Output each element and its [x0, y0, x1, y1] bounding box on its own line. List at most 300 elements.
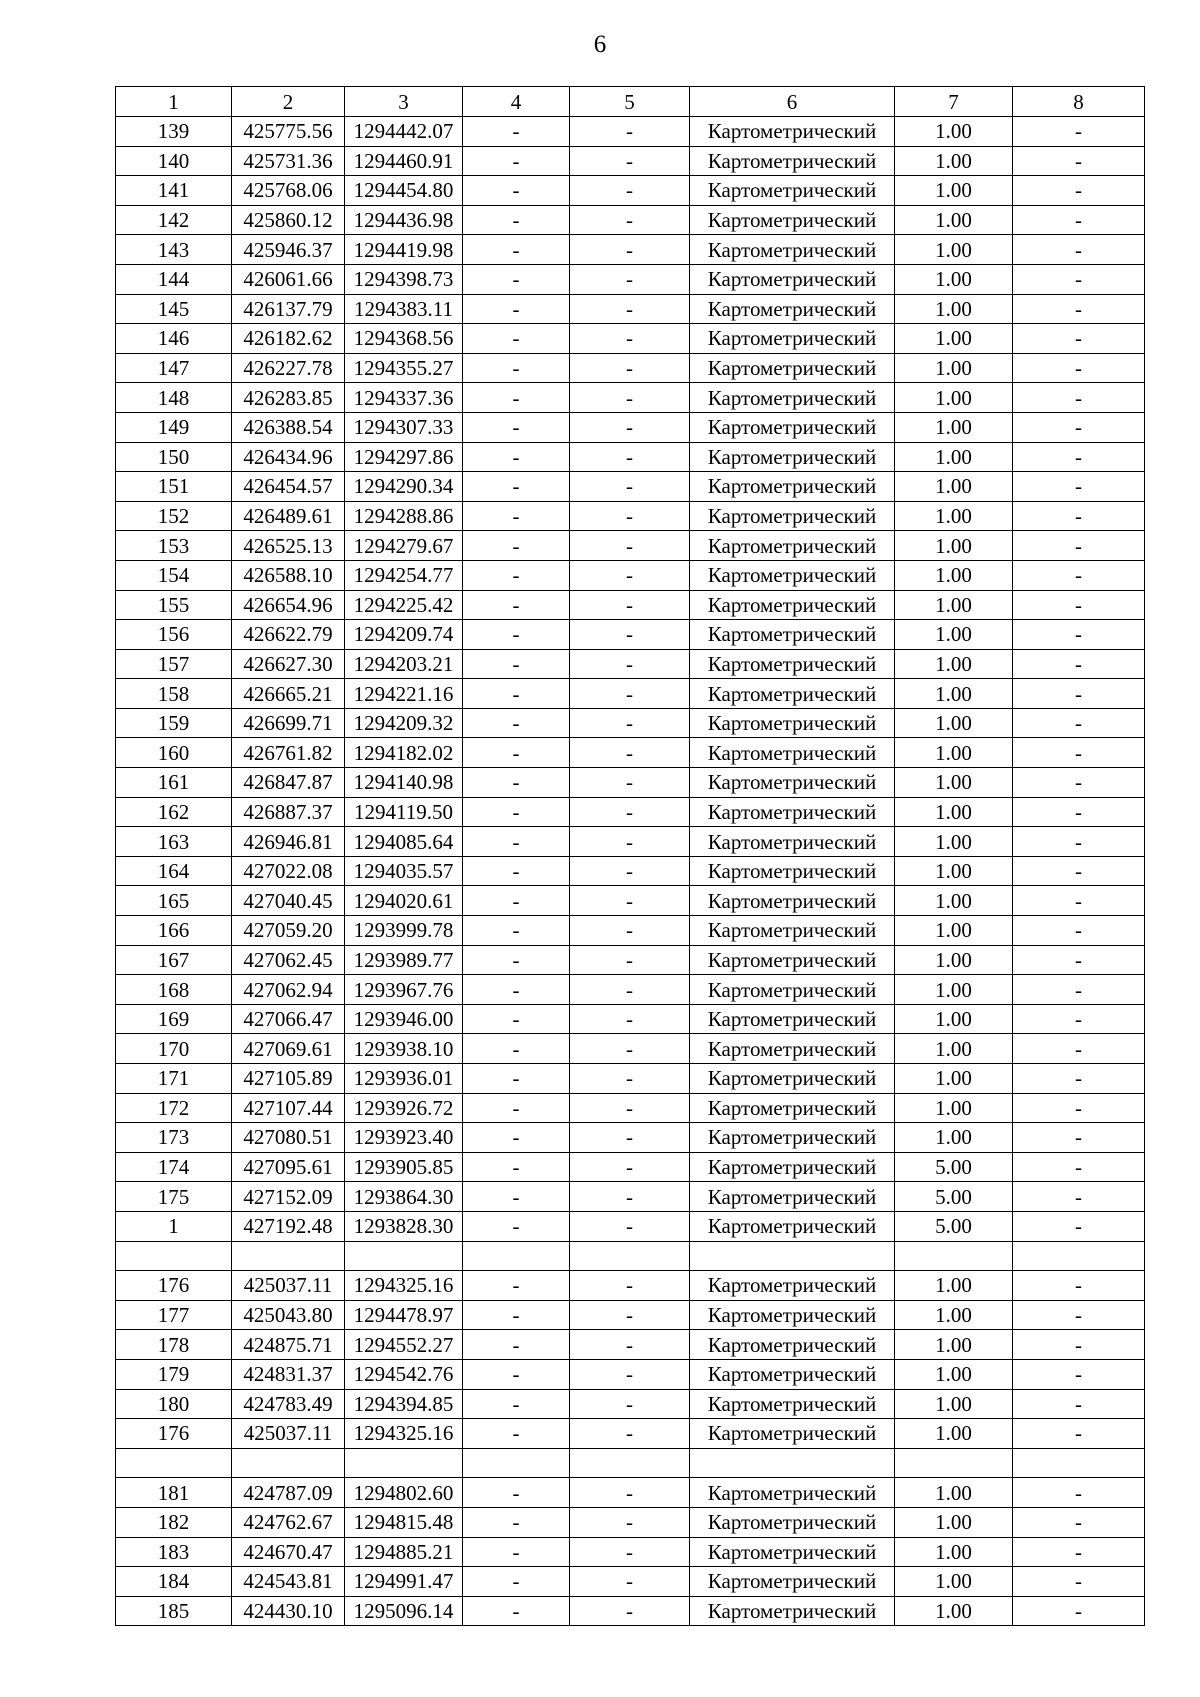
- x-coordinate-cell: 424787.09: [232, 1478, 345, 1508]
- col8-cell: -: [1013, 1034, 1145, 1064]
- col4-cell: -: [463, 1211, 570, 1241]
- col4-cell: -: [463, 264, 570, 294]
- point-number-cell: 181: [116, 1478, 232, 1508]
- col4-cell: -: [463, 738, 570, 768]
- accuracy-cell: 1.00: [895, 797, 1013, 827]
- method-cell: Картометрический: [690, 768, 895, 798]
- accuracy-cell: 1.00: [895, 679, 1013, 709]
- separator-row: [116, 1448, 1145, 1478]
- col5-cell: -: [570, 1271, 690, 1301]
- page-number: 6: [593, 31, 607, 58]
- col8-cell: -: [1013, 1359, 1145, 1389]
- col4-cell: -: [463, 797, 570, 827]
- method-cell: Картометрический: [690, 856, 895, 886]
- x-coordinate-cell: 424430.10: [232, 1596, 345, 1626]
- col8-cell: -: [1013, 1596, 1145, 1626]
- point-number-cell: 142: [116, 205, 232, 235]
- col8-cell: -: [1013, 531, 1145, 561]
- method-cell: Картометрический: [690, 264, 895, 294]
- point-number-cell: 156: [116, 620, 232, 650]
- y-coordinate-cell: 1294355.27: [345, 353, 463, 383]
- col4-cell: -: [463, 1152, 570, 1182]
- col8-cell: -: [1013, 1093, 1145, 1123]
- table-row: [116, 1152, 1145, 1182]
- y-coordinate-cell: 1294337.36: [345, 383, 463, 413]
- y-coordinate-cell: 1294203.21: [345, 649, 463, 679]
- col8-cell: -: [1013, 1271, 1145, 1301]
- y-coordinate-cell: 1294140.98: [345, 768, 463, 798]
- col4-cell: -: [463, 827, 570, 857]
- y-coordinate-cell: 1294419.98: [345, 235, 463, 265]
- col4-cell: -: [463, 176, 570, 206]
- col5-cell: -: [570, 768, 690, 798]
- col5-cell: -: [570, 412, 690, 442]
- x-coordinate-cell: 426454.57: [232, 472, 345, 502]
- col8-cell: -: [1013, 1537, 1145, 1567]
- accuracy-cell: 1.00: [895, 916, 1013, 946]
- y-coordinate-cell: 1294542.76: [345, 1359, 463, 1389]
- accuracy-cell: 5.00: [895, 1211, 1013, 1241]
- col8-cell: -: [1013, 649, 1145, 679]
- accuracy-cell: 1.00: [895, 1093, 1013, 1123]
- point-number-cell: 173: [116, 1123, 232, 1153]
- col5-cell: -: [570, 1093, 690, 1123]
- point-number-cell: 175: [116, 1182, 232, 1212]
- table-row: [116, 383, 1145, 413]
- point-number-cell: 154: [116, 560, 232, 590]
- col4-cell: -: [463, 353, 570, 383]
- y-coordinate-cell: [345, 1241, 463, 1271]
- accuracy-cell: 1.00: [895, 235, 1013, 265]
- col4-cell: -: [463, 1389, 570, 1419]
- accuracy-cell: 1.00: [895, 560, 1013, 590]
- point-number-cell: 149: [116, 412, 232, 442]
- col4-cell: -: [463, 649, 570, 679]
- table-row: [116, 649, 1145, 679]
- col4-cell: -: [463, 531, 570, 561]
- y-coordinate-cell: 1294325.16: [345, 1419, 463, 1449]
- col8-cell: -: [1013, 294, 1145, 324]
- x-coordinate-cell: 426388.54: [232, 412, 345, 442]
- table-row: [116, 560, 1145, 590]
- col8-cell: -: [1013, 1300, 1145, 1330]
- method-cell: Картометрический: [690, 1537, 895, 1567]
- point-number-cell: [116, 1448, 232, 1478]
- method-cell: Картометрический: [690, 294, 895, 324]
- col4-cell: -: [463, 205, 570, 235]
- accuracy-cell: 1.00: [895, 1478, 1013, 1508]
- table-row: [116, 472, 1145, 502]
- x-coordinate-cell: 426182.62: [232, 324, 345, 354]
- y-coordinate-cell: 1293946.00: [345, 1004, 463, 1034]
- y-coordinate-cell: 1294297.86: [345, 442, 463, 472]
- col5-cell: -: [570, 442, 690, 472]
- x-coordinate-cell: 426525.13: [232, 531, 345, 561]
- table-row: [116, 1389, 1145, 1419]
- point-number-cell: 159: [116, 708, 232, 738]
- accuracy-cell: 1.00: [895, 1330, 1013, 1360]
- col4-cell: -: [463, 679, 570, 709]
- col5-cell: -: [570, 501, 690, 531]
- col8-cell: -: [1013, 827, 1145, 857]
- accuracy-cell: 1.00: [895, 501, 1013, 531]
- col4-cell: -: [463, 1359, 570, 1389]
- y-coordinate-cell: 1294368.56: [345, 324, 463, 354]
- y-coordinate-cell: 1293926.72: [345, 1093, 463, 1123]
- x-coordinate-cell: 425768.06: [232, 176, 345, 206]
- method-cell: Картометрический: [690, 1064, 895, 1094]
- method-cell: Картометрический: [690, 1330, 895, 1360]
- method-cell: Картометрический: [690, 649, 895, 679]
- accuracy-cell: 1.00: [895, 1567, 1013, 1597]
- x-coordinate-cell: 426489.61: [232, 501, 345, 531]
- method-cell: Картометрический: [690, 442, 895, 472]
- x-coordinate-cell: 425775.56: [232, 117, 345, 147]
- table-row: [116, 1330, 1145, 1360]
- method-cell: Картометрический: [690, 916, 895, 946]
- x-coordinate-cell: 426627.30: [232, 649, 345, 679]
- col5-cell: -: [570, 1182, 690, 1212]
- col5-cell: -: [570, 324, 690, 354]
- accuracy-cell: 1.00: [895, 1359, 1013, 1389]
- y-coordinate-cell: 1294288.86: [345, 501, 463, 531]
- table-row: [116, 1182, 1145, 1212]
- y-coordinate-cell: 1294991.47: [345, 1567, 463, 1597]
- col8-cell: -: [1013, 1507, 1145, 1537]
- col8-cell: -: [1013, 205, 1145, 235]
- col5-cell: -: [570, 117, 690, 147]
- x-coordinate-cell: 426622.79: [232, 620, 345, 650]
- col4-cell: -: [463, 1123, 570, 1153]
- col4-cell: -: [463, 1004, 570, 1034]
- y-coordinate-cell: 1294119.50: [345, 797, 463, 827]
- point-number-cell: 185: [116, 1596, 232, 1626]
- col5-cell: -: [570, 975, 690, 1005]
- accuracy-cell: 1.00: [895, 205, 1013, 235]
- y-coordinate-cell: 1294035.57: [345, 856, 463, 886]
- col8-cell: -: [1013, 1478, 1145, 1508]
- col8-cell: -: [1013, 324, 1145, 354]
- method-cell: Картометрический: [690, 620, 895, 650]
- y-coordinate-cell: 1294254.77: [345, 560, 463, 590]
- y-coordinate-cell: 1293938.10: [345, 1034, 463, 1064]
- point-number-cell: 158: [116, 679, 232, 709]
- method-cell: Картометрический: [690, 886, 895, 916]
- x-coordinate-cell: 424670.47: [232, 1537, 345, 1567]
- x-coordinate-cell: 427062.45: [232, 945, 345, 975]
- col4-cell: -: [463, 1271, 570, 1301]
- y-coordinate-cell: 1294394.85: [345, 1389, 463, 1419]
- col5-cell: -: [570, 235, 690, 265]
- point-number-cell: 148: [116, 383, 232, 413]
- table-row: [116, 679, 1145, 709]
- y-coordinate-cell: 1294802.60: [345, 1478, 463, 1508]
- method-cell: Картометрический: [690, 1093, 895, 1123]
- x-coordinate-cell: 424875.71: [232, 1330, 345, 1360]
- accuracy-cell: 1.00: [895, 1537, 1013, 1567]
- x-coordinate-cell: 424543.81: [232, 1567, 345, 1597]
- point-number-cell: 1: [116, 1211, 232, 1241]
- accuracy-cell: 5.00: [895, 1152, 1013, 1182]
- x-coordinate-cell: 427059.20: [232, 916, 345, 946]
- col5-cell: -: [570, 1537, 690, 1567]
- point-number-cell: 143: [116, 235, 232, 265]
- x-coordinate-cell: 424831.37: [232, 1359, 345, 1389]
- column-header: 6: [690, 87, 895, 117]
- col5-cell: [570, 1448, 690, 1478]
- y-coordinate-cell: 1294209.32: [345, 708, 463, 738]
- accuracy-cell: 1.00: [895, 1419, 1013, 1449]
- method-cell: Картометрический: [690, 412, 895, 442]
- accuracy-cell: 1.00: [895, 590, 1013, 620]
- col4-cell: -: [463, 1300, 570, 1330]
- accuracy-cell: 1.00: [895, 531, 1013, 561]
- y-coordinate-cell: 1293828.30: [345, 1211, 463, 1241]
- x-coordinate-cell: 426283.85: [232, 383, 345, 413]
- col5-cell: -: [570, 738, 690, 768]
- accuracy-cell: 1.00: [895, 708, 1013, 738]
- method-cell: [690, 1448, 895, 1478]
- col8-cell: -: [1013, 797, 1145, 827]
- col4-cell: -: [463, 945, 570, 975]
- x-coordinate-cell: 426761.82: [232, 738, 345, 768]
- col8-cell: -: [1013, 1064, 1145, 1094]
- table-row: [116, 916, 1145, 946]
- col4-cell: -: [463, 294, 570, 324]
- accuracy-cell: 1.00: [895, 353, 1013, 383]
- col8-cell: -: [1013, 501, 1145, 531]
- col4-cell: -: [463, 975, 570, 1005]
- method-cell: Картометрический: [690, 738, 895, 768]
- x-coordinate-cell: 426946.81: [232, 827, 345, 857]
- x-coordinate-cell: [232, 1241, 345, 1271]
- table-row: [116, 945, 1145, 975]
- col8-cell: -: [1013, 679, 1145, 709]
- y-coordinate-cell: 1294454.80: [345, 176, 463, 206]
- table-row: [116, 1419, 1145, 1449]
- table-row: [116, 797, 1145, 827]
- col8-cell: -: [1013, 472, 1145, 502]
- method-cell: Картометрический: [690, 1507, 895, 1537]
- x-coordinate-cell: 426434.96: [232, 442, 345, 472]
- column-header: 2: [232, 87, 345, 117]
- table-row: [116, 1359, 1145, 1389]
- point-number-cell: 172: [116, 1093, 232, 1123]
- col5-cell: -: [570, 1419, 690, 1449]
- col5-cell: -: [570, 531, 690, 561]
- y-coordinate-cell: 1293967.76: [345, 975, 463, 1005]
- col8-cell: -: [1013, 235, 1145, 265]
- col8-cell: [1013, 1241, 1145, 1271]
- y-coordinate-cell: 1294815.48: [345, 1507, 463, 1537]
- accuracy-cell: 1.00: [895, 117, 1013, 147]
- accuracy-cell: 1.00: [895, 176, 1013, 206]
- col5-cell: -: [570, 708, 690, 738]
- col4-cell: -: [463, 708, 570, 738]
- col8-cell: -: [1013, 383, 1145, 413]
- col8-cell: -: [1013, 117, 1145, 147]
- point-number-cell: 168: [116, 975, 232, 1005]
- point-number-cell: 174: [116, 1152, 232, 1182]
- accuracy-cell: 1.00: [895, 294, 1013, 324]
- col5-cell: -: [570, 1389, 690, 1419]
- col8-cell: -: [1013, 146, 1145, 176]
- col8-cell: -: [1013, 1419, 1145, 1449]
- table-row: [116, 856, 1145, 886]
- separator-row: [116, 1241, 1145, 1271]
- col4-cell: -: [463, 324, 570, 354]
- col5-cell: -: [570, 679, 690, 709]
- method-cell: Картометрический: [690, 324, 895, 354]
- col8-cell: -: [1013, 856, 1145, 886]
- col5-cell: -: [570, 886, 690, 916]
- col4-cell: -: [463, 1419, 570, 1449]
- col5-cell: -: [570, 1064, 690, 1094]
- col8-cell: -: [1013, 620, 1145, 650]
- col5-cell: -: [570, 1152, 690, 1182]
- table-row: [116, 324, 1145, 354]
- method-cell: Картометрический: [690, 827, 895, 857]
- y-coordinate-cell: 1294398.73: [345, 264, 463, 294]
- y-coordinate-cell: 1293864.30: [345, 1182, 463, 1212]
- method-cell: Картометрический: [690, 679, 895, 709]
- x-coordinate-cell: 426847.87: [232, 768, 345, 798]
- col5-cell: -: [570, 294, 690, 324]
- method-cell: Картометрический: [690, 1478, 895, 1508]
- col8-cell: -: [1013, 1567, 1145, 1597]
- accuracy-cell: 1.00: [895, 649, 1013, 679]
- table-row: [116, 531, 1145, 561]
- col8-cell: -: [1013, 1152, 1145, 1182]
- accuracy-cell: 5.00: [895, 1182, 1013, 1212]
- column-header: 5: [570, 87, 690, 117]
- col5-cell: -: [570, 1330, 690, 1360]
- col8-cell: -: [1013, 768, 1145, 798]
- col4-cell: -: [463, 1330, 570, 1360]
- x-coordinate-cell: 425946.37: [232, 235, 345, 265]
- table-row: [116, 1478, 1145, 1508]
- x-coordinate-cell: 426227.78: [232, 353, 345, 383]
- accuracy-cell: 1.00: [895, 442, 1013, 472]
- col5-cell: -: [570, 649, 690, 679]
- y-coordinate-cell: 1293989.77: [345, 945, 463, 975]
- method-cell: Картометрический: [690, 1596, 895, 1626]
- col8-cell: -: [1013, 1123, 1145, 1153]
- table-row: [116, 1123, 1145, 1153]
- point-number-cell: 183: [116, 1537, 232, 1567]
- point-number-cell: 164: [116, 856, 232, 886]
- table-row: [116, 886, 1145, 916]
- y-coordinate-cell: 1294442.07: [345, 117, 463, 147]
- y-coordinate-cell: 1294885.21: [345, 1537, 463, 1567]
- method-cell: Картометрический: [690, 472, 895, 502]
- x-coordinate-cell: 427066.47: [232, 1004, 345, 1034]
- x-coordinate-cell: 427105.89: [232, 1064, 345, 1094]
- y-coordinate-cell: 1294552.27: [345, 1330, 463, 1360]
- accuracy-cell: 1.00: [895, 1389, 1013, 1419]
- col5-cell: -: [570, 353, 690, 383]
- method-cell: Картометрический: [690, 531, 895, 561]
- col5-cell: -: [570, 827, 690, 857]
- point-number-cell: 176: [116, 1271, 232, 1301]
- accuracy-cell: 1.00: [895, 1507, 1013, 1537]
- col5-cell: -: [570, 560, 690, 590]
- point-number-cell: 170: [116, 1034, 232, 1064]
- col5-cell: -: [570, 797, 690, 827]
- col4-cell: -: [463, 768, 570, 798]
- method-cell: Картометрический: [690, 1211, 895, 1241]
- table-row: [116, 146, 1145, 176]
- table-row: [116, 1034, 1145, 1064]
- col5-cell: -: [570, 264, 690, 294]
- table-row: [116, 1064, 1145, 1094]
- col4-cell: -: [463, 856, 570, 886]
- col4-cell: -: [463, 1034, 570, 1064]
- col8-cell: -: [1013, 1004, 1145, 1034]
- method-cell: Картометрический: [690, 146, 895, 176]
- point-number-cell: 146: [116, 324, 232, 354]
- point-number-cell: 144: [116, 264, 232, 294]
- point-number-cell: 150: [116, 442, 232, 472]
- col4-cell: [463, 1448, 570, 1478]
- y-coordinate-cell: 1294460.91: [345, 146, 463, 176]
- accuracy-cell: 1.00: [895, 1064, 1013, 1094]
- accuracy-cell: [895, 1241, 1013, 1271]
- x-coordinate-cell: 427022.08: [232, 856, 345, 886]
- col4-cell: -: [463, 560, 570, 590]
- point-number-cell: 145: [116, 294, 232, 324]
- point-number-cell: 139: [116, 117, 232, 147]
- col8-cell: -: [1013, 945, 1145, 975]
- table-row: [116, 1596, 1145, 1626]
- method-cell: Картометрический: [690, 1034, 895, 1064]
- method-cell: Картометрический: [690, 560, 895, 590]
- method-cell: Картометрический: [690, 1567, 895, 1597]
- point-number-cell: 176: [116, 1419, 232, 1449]
- y-coordinate-cell: 1294383.11: [345, 294, 463, 324]
- col4-cell: -: [463, 1182, 570, 1212]
- accuracy-cell: 1.00: [895, 886, 1013, 916]
- point-number-cell: 162: [116, 797, 232, 827]
- col8-cell: -: [1013, 560, 1145, 590]
- point-number-cell: 171: [116, 1064, 232, 1094]
- col8-cell: -: [1013, 412, 1145, 442]
- y-coordinate-cell: 1293936.01: [345, 1064, 463, 1094]
- y-coordinate-cell: [345, 1448, 463, 1478]
- x-coordinate-cell: 426699.71: [232, 708, 345, 738]
- table-body: [116, 87, 1145, 1626]
- col8-cell: -: [1013, 916, 1145, 946]
- x-coordinate-cell: 426061.66: [232, 264, 345, 294]
- col5-cell: -: [570, 1034, 690, 1064]
- col4-cell: -: [463, 886, 570, 916]
- col5-cell: -: [570, 1359, 690, 1389]
- col4-cell: -: [463, 383, 570, 413]
- method-cell: Картометрический: [690, 383, 895, 413]
- x-coordinate-cell: 427095.61: [232, 1152, 345, 1182]
- x-coordinate-cell: [232, 1448, 345, 1478]
- point-number-cell: 153: [116, 531, 232, 561]
- point-number-cell: 182: [116, 1507, 232, 1537]
- col8-cell: -: [1013, 176, 1145, 206]
- x-coordinate-cell: 425860.12: [232, 205, 345, 235]
- method-cell: Картометрический: [690, 797, 895, 827]
- col4-cell: -: [463, 1537, 570, 1567]
- accuracy-cell: 1.00: [895, 1034, 1013, 1064]
- method-cell: Картометрический: [690, 1389, 895, 1419]
- col4-cell: -: [463, 1596, 570, 1626]
- col4-cell: -: [463, 916, 570, 946]
